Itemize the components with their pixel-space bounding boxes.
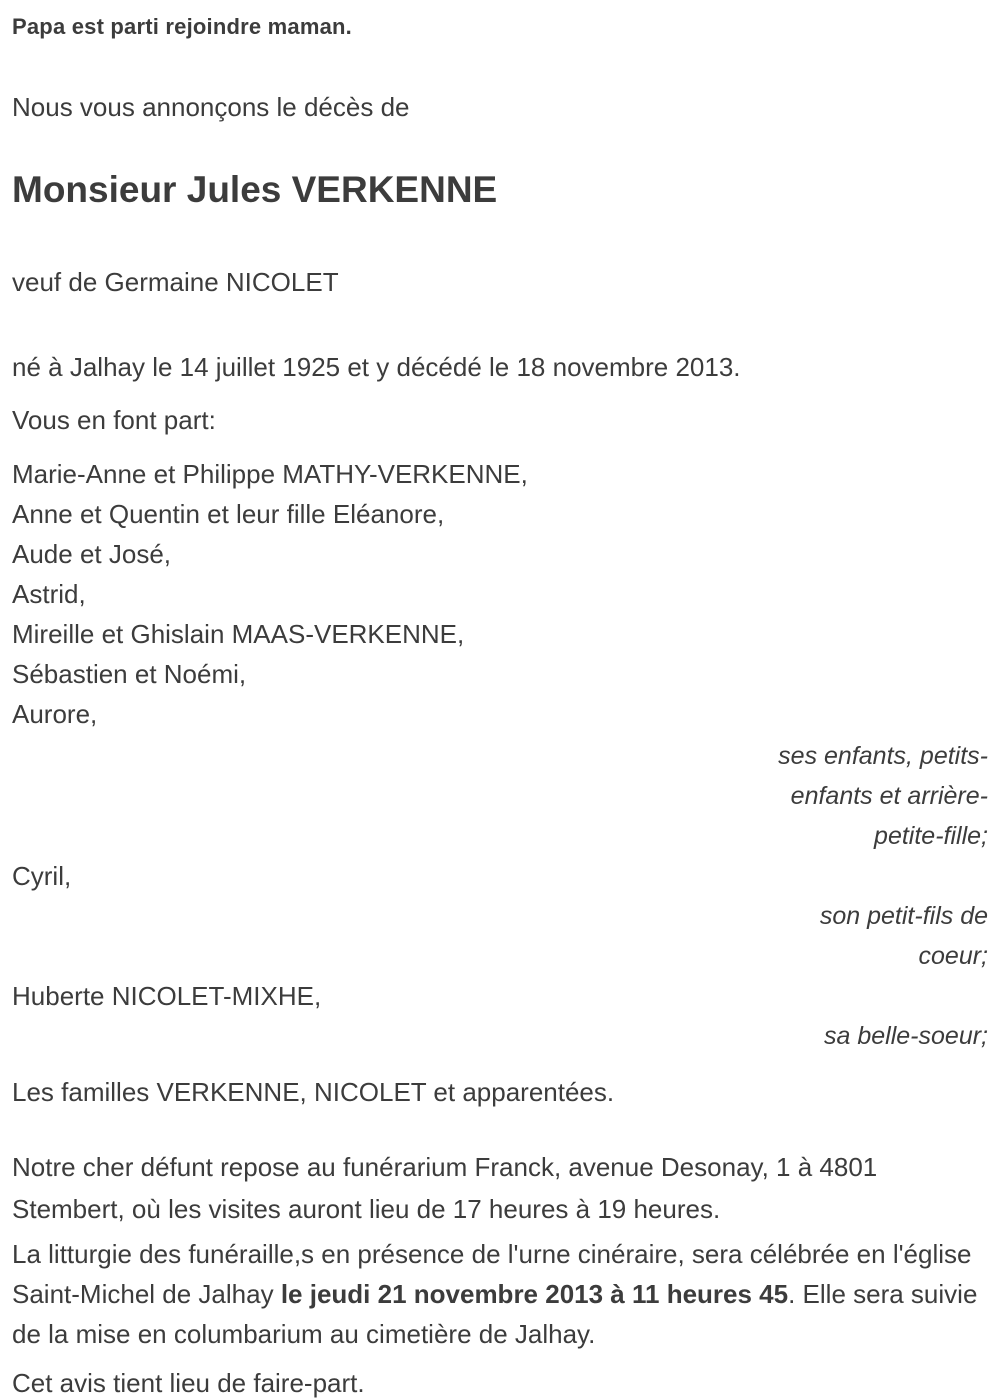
- family-member-line: Astrid,: [12, 579, 86, 609]
- ceremony-text-before: La litturgie des funéraille,s en présence de l'urne cinéraire, sera célébrée en l'église Saint-Michel de Jalhay: [12, 1239, 972, 1309]
- deceased-name: Monsieur Jules VERKENNE: [12, 169, 498, 210]
- visitation-paragraph: Notre cher défunt repose au funérarium Franck, avenue Desonay, 1 à 4801 Stembert, où les visites auront lieu de 17 heures à 19 heures.: [12, 1152, 878, 1224]
- birth-death-line: né à Jalhay le 14 juillet 1925 et y décédé le 18 novembre 2013.: [12, 352, 741, 382]
- family-member-line: Aurore,: [12, 699, 98, 729]
- family-list: [12, 454, 988, 734]
- children-caption: ses enfants, petits-enfants et arrière-petite-fille;: [778, 742, 988, 850]
- relation-line: veuf de Germaine NICOLET: [12, 267, 339, 297]
- ceremony-text-after: . Elle sera suivie de la mise en columbarium au cimetière de Jalhay.: [12, 1279, 978, 1349]
- family-member-line: Aude et José,: [12, 539, 171, 569]
- announcement-line: Nous vous annonçons le décès de: [12, 92, 410, 122]
- family-member-line: Marie-Anne et Philippe MATHY-VERKENNE,: [12, 459, 528, 489]
- ceremony-date-bold: le jeudi 21 novembre 2013 à 11 heures 45: [280, 1279, 789, 1309]
- sister-in-law-line: Huberte NICOLET-MIXHE,: [12, 981, 322, 1011]
- ceremony-paragraph: [12, 1234, 988, 1354]
- family-member-line: Anne et Quentin et leur fille Eléanore,: [12, 499, 445, 529]
- grandson-caption: son petit-fils de coeur;: [819, 902, 988, 970]
- family-member-line: Sébastien et Noémi,: [12, 659, 247, 689]
- families-line: Les familles VERKENNE, NICOLET et apparentées.: [12, 1077, 615, 1107]
- opening-line: Papa est parti rejoindre maman.: [12, 14, 352, 39]
- closing-line: Cet avis tient lieu de faire-part.: [12, 1368, 365, 1398]
- grandson-line: Cyril,: [12, 861, 72, 891]
- family-member-line: Mireille et Ghislain MAAS-VERKENNE,: [12, 619, 465, 649]
- sister-in-law-caption: sa belle-soeur;: [824, 1022, 988, 1050]
- family-intro-line: Vous en font part:: [12, 405, 216, 435]
